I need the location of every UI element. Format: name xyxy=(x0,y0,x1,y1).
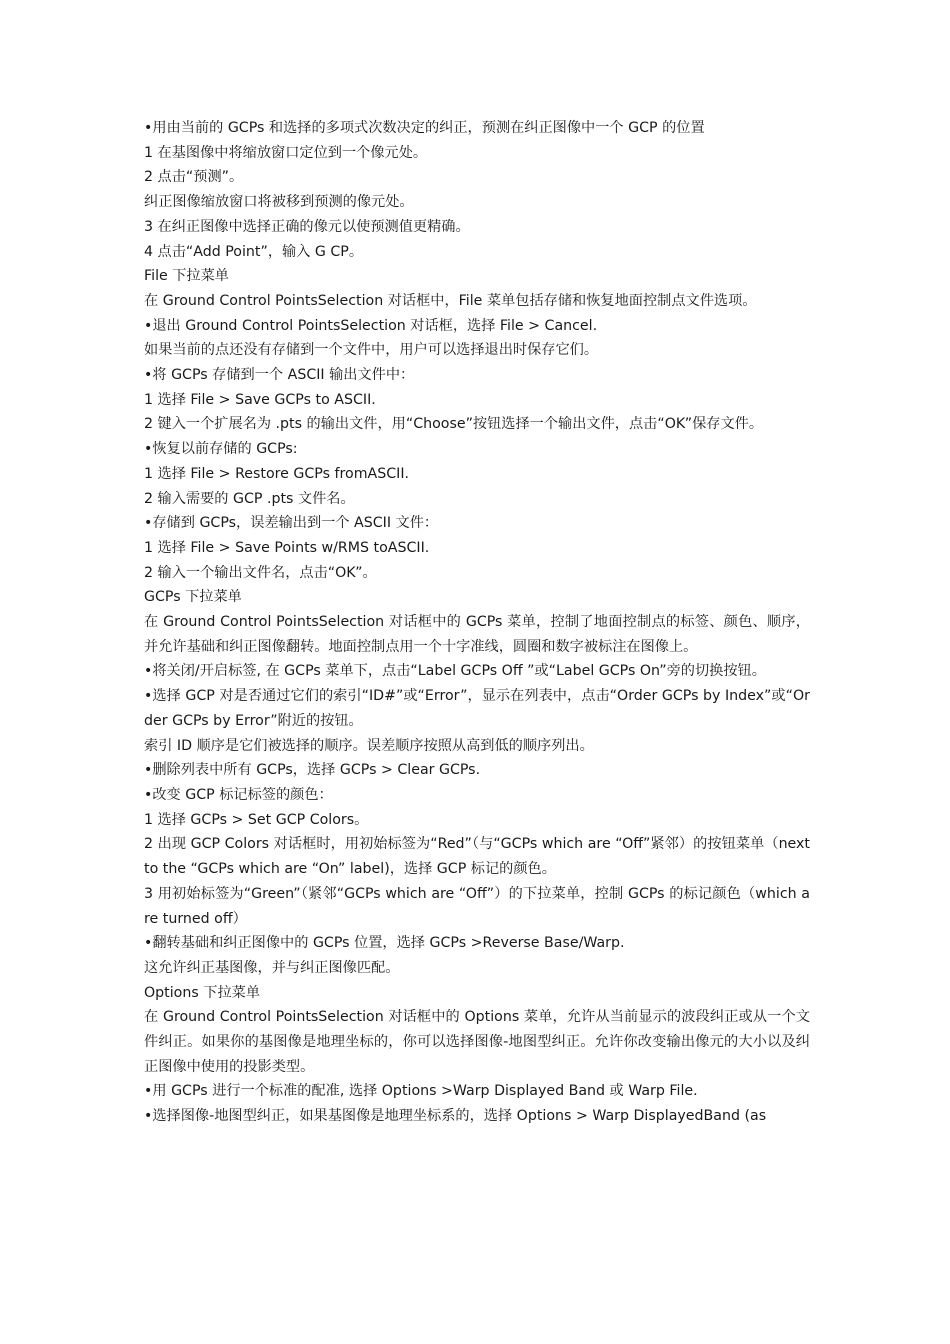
text-line: 1 选择 File > Save GCPs to ASCII. xyxy=(144,391,376,408)
text-line: •用由当前的 GCPs 和选择的多项式次数决定的纠正，预测在纠正图像中一个 GCP 的位置 xyxy=(144,120,705,136)
text-line: •将关闭/开启标签, 在 GCPs 菜单下，点击“Label GCPs Off ”或“Label GCPs On”旁的切换按钮。 xyxy=(144,663,766,680)
section-heading: GCPs 下拉菜单 xyxy=(144,589,242,606)
text-line: •将 GCPs 存储到一个 ASCII 输出文件中： xyxy=(144,367,415,384)
text-line: 2 键入一个扩展名为 .pts 的输出文件，用“Choose”按钮选择一个输出文件，点击“OK”保存文件。 xyxy=(144,416,764,433)
text-line: •恢复以前存储的 GCPs: xyxy=(144,441,298,458)
text-line: 2 点击“预测”。 xyxy=(144,169,244,186)
text-line: 在 Ground Control PointsSelection 对话框中的 GCPs 菜单，控制了地面控制点的标签、颜色、顺序，并允许基础和纠正图像翻转。地面控制点用一个十字准线，圆圈和数字被标注在图像上。 xyxy=(144,614,810,655)
text-line: 2 输入一个输出文件名，点击“OK”。 xyxy=(144,564,377,581)
text-line: 这允许纠正基图像，并与纠正图像匹配。 xyxy=(144,959,400,976)
text-line: 3 用初始标签为“Green”（紧邻“GCPs which are “Off”）的下拉菜单，控制 GCPs 的标记颜色（which are turned off） xyxy=(144,885,810,927)
text-line: •用 GCPs 进行一个标准的配准, 选择 Options >Warp Displayed Band 或 Warp File. xyxy=(144,1083,698,1100)
document-page xyxy=(144,116,810,1129)
text-line: 2 输入需要的 GCP .pts 文件名。 xyxy=(144,490,355,507)
text-line: •翻转基础和纠正图像中的 GCPs 位置，选择 GCPs >Reverse Base/Warp. xyxy=(144,935,625,952)
text-line: 如果当前的点还没有存储到一个文件中，用户可以选择退出时保存它们。 xyxy=(144,342,599,359)
text-line: 1 选择 File > Restore GCPs fromASCII. xyxy=(144,465,410,482)
text-line: 索引 ID 顺序是它们被选择的顺序。误差顺序按照从高到低的顺序列出。 xyxy=(144,737,594,754)
text-line: 1 在基图像中将缩放窗口定位到一个像元处。 xyxy=(144,144,428,161)
text-line: 1 选择 File > Save Points w/RMS toASCII. xyxy=(144,539,430,556)
text-line: •退出 Ground Control PointsSelection 对话框，选择 File > Cancel. xyxy=(144,317,598,334)
section-heading: Options 下拉菜单 xyxy=(144,984,261,1001)
text-line: •改变 GCP 标记标签的颜色： xyxy=(144,786,333,803)
text-line: •存储到 GCPs，误差输出到一个 ASCII 文件： xyxy=(144,515,439,532)
text-line: 4 点击“Add Point”，输入 G CP。 xyxy=(144,243,364,260)
text-line: 在 Ground Control PointsSelection 对话框中的 Options 菜单，允许从当前显示的波段纠正或从一个文件纠正。如果你的基图像是地理坐标的，你可以选择图像-地图型纠正。允许你改变输出像元的大小以及纠正图像中使用的投影类型。 xyxy=(144,1009,810,1075)
text-line: 2 出现 GCP Colors 对话框时，用初始标签为“Red”（与“GCPs which are “Off”紧邻）的按钮菜单（next to the “GCPs which are “On” label)，选择 GCP 标记的颜色。 xyxy=(144,836,810,878)
text-line: 纠正图像缩放窗口将被移到预测的像元处。 xyxy=(144,194,414,211)
section-heading: File 下拉菜单 xyxy=(144,268,229,285)
text-line: 3 在纠正图像中选择正确的像元以使预测值更精确。 xyxy=(144,218,470,235)
text-line: •选择图像-地图型纠正，如果基图像是地理坐标系的，选择 Options > Warp DisplayedBand (as xyxy=(144,1108,767,1125)
text-line: •删除列表中所有 GCPs，选择 GCPs > Clear GCPs. xyxy=(144,762,481,779)
text-line: •选择 GCP 对是否通过它们的索引“ID#”或“Error”，显示在列表中，点击“Order GCPs by Index”或“Order GCPs by Error”附近的按钮。 xyxy=(144,688,810,729)
text-line: 在 Ground Control PointsSelection 对话框中，File 菜单包括存储和恢复地面控制点文件选项。 xyxy=(144,292,757,309)
text-line: 1 选择 GCPs > Set GCP Colors。 xyxy=(144,811,369,828)
